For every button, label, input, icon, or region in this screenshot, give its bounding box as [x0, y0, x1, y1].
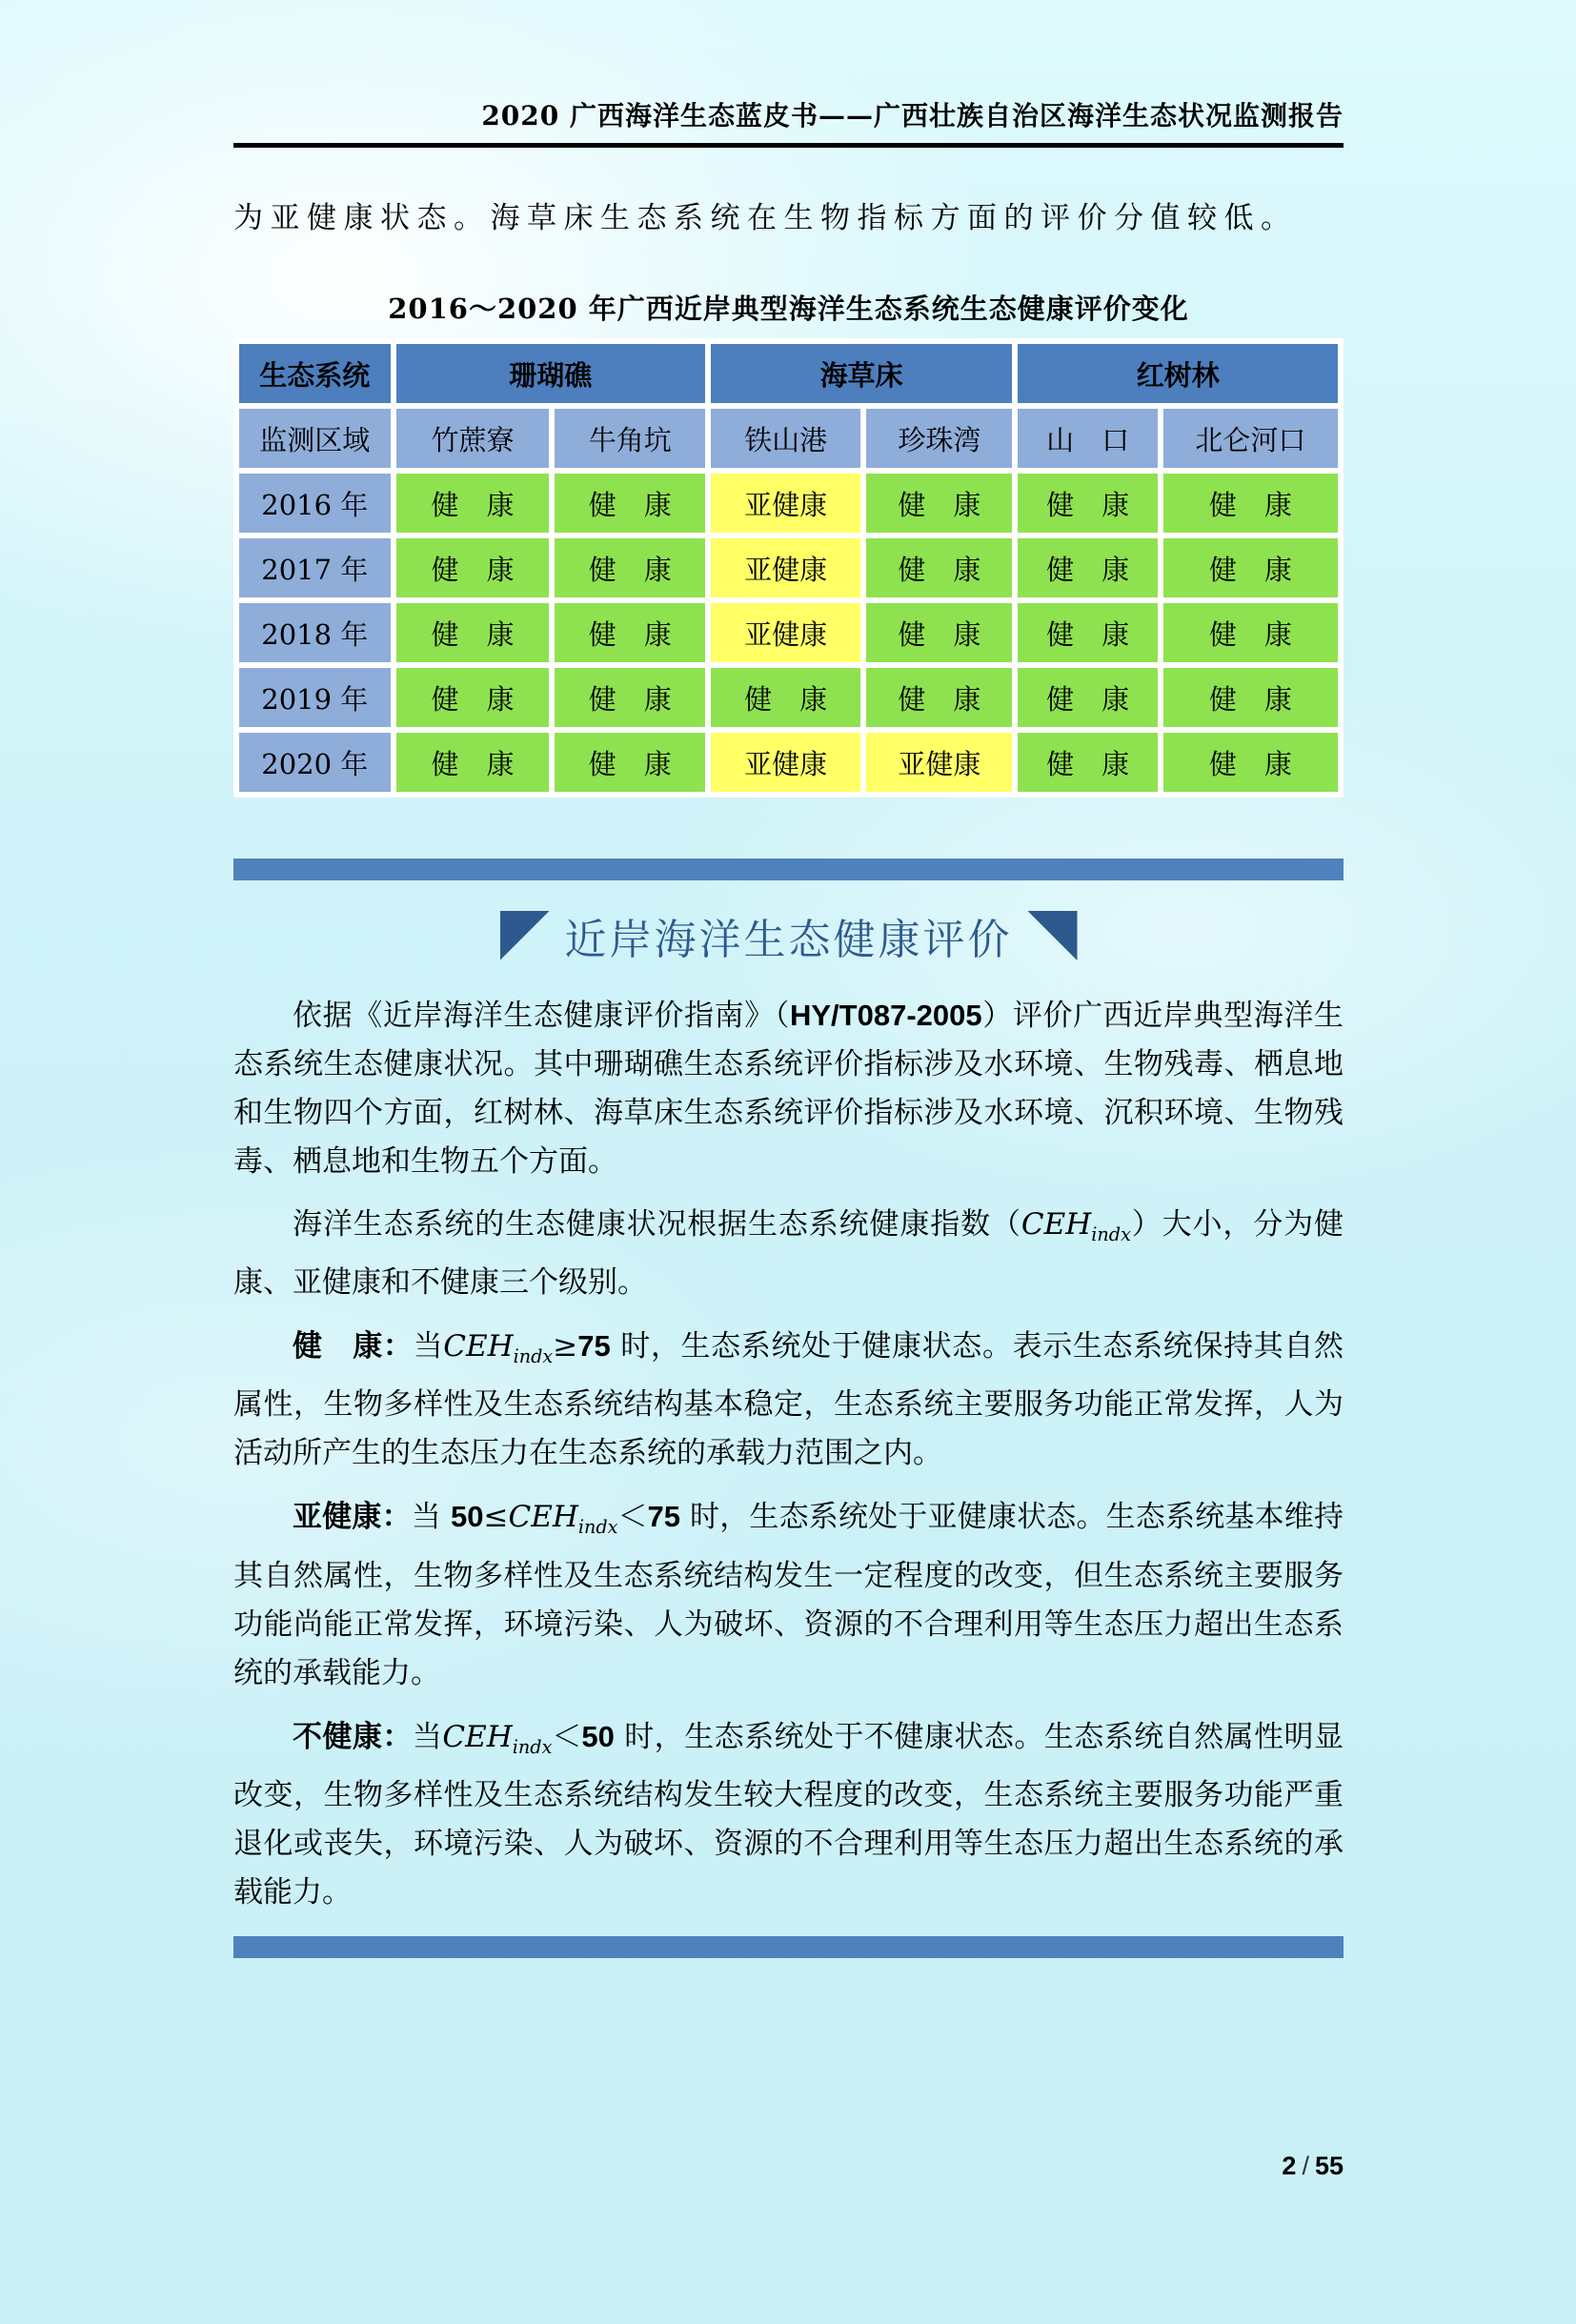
- year-cell: 2020 年: [239, 733, 391, 792]
- health-status-cell: 健 康: [396, 733, 550, 792]
- text-segment: 时，生态系统处于健康状态。表示生态系统保持其自然属性，生物多样性及生态系统结构基本稳定，生态系统主要服务功能正常发挥，人为活动所产生的生态压力在生态系统的承载力范围之内。: [233, 1329, 1344, 1471]
- health-status-cell: 健 康: [1018, 603, 1157, 662]
- page-content: [233, 95, 1344, 1958]
- table-row: [239, 733, 1338, 792]
- text-segment: HY/T087-2005: [789, 999, 982, 1032]
- health-status-cell: 健 康: [555, 474, 704, 533]
- body-paragraph: [233, 991, 1344, 1186]
- text-segment: 50: [581, 1719, 615, 1753]
- text-segment: 当: [413, 1329, 444, 1364]
- body-paragraph: [233, 1712, 1344, 1917]
- text-segment: CEH: [508, 1500, 578, 1535]
- text-segment: 75: [647, 1500, 680, 1534]
- health-table-body: [239, 474, 1338, 792]
- text-segment: ＜: [617, 1500, 648, 1535]
- text-segment: ＜: [552, 1719, 582, 1754]
- health-status-cell: 健 康: [396, 474, 550, 533]
- section-divider-bottom: [233, 1936, 1344, 1958]
- body-paragraph: [233, 1492, 1344, 1697]
- ecosystem-header-cell: 海草床: [711, 344, 1013, 403]
- text-segment: indx: [577, 1516, 618, 1539]
- health-status-cell: 健 康: [866, 603, 1012, 662]
- health-status-cell: 亚健康: [711, 538, 860, 597]
- health-status-cell: 健 康: [866, 474, 1012, 533]
- health-status-cell: 健 康: [396, 538, 550, 597]
- health-status-cell: 亚健康: [711, 474, 860, 533]
- text-segment: 时，生态系统处于不健康状态。生态系统自然属性明显改变，生物多样性及生态系统结构发生较大程度的改变，生态系统主要服务功能严重退化或丧失，环境污染、人为破坏、资源的不合理利用等生态压力超出生态系统的承载能力。: [233, 1719, 1344, 1910]
- health-table: [233, 338, 1344, 798]
- health-status-cell: 亚健康: [866, 733, 1012, 792]
- health-status-cell: 健 康: [555, 733, 704, 792]
- health-status-cell: 健 康: [1018, 474, 1157, 533]
- health-status-cell: 健 康: [396, 668, 550, 727]
- monitoring-area-cell: 竹蔗寮: [396, 409, 550, 468]
- monitoring-area-cell: 山 口: [1018, 409, 1157, 468]
- health-status-cell: 健 康: [1163, 668, 1338, 727]
- health-status-cell: 亚健康: [711, 733, 860, 792]
- year-cell: 2016 年: [239, 474, 391, 533]
- table-row: [239, 668, 1338, 727]
- table-row: [239, 344, 1338, 403]
- section-divider-top: [233, 859, 1344, 880]
- text-segment: 海洋生态系统的生态健康状况根据生态系统健康指数（: [293, 1207, 1021, 1242]
- text-segment: indx: [512, 1735, 553, 1758]
- text-segment: 50: [451, 1500, 484, 1534]
- year-cell: 2018 年: [239, 603, 391, 662]
- text-segment: 当: [411, 1500, 451, 1535]
- header-rule: [233, 143, 1344, 148]
- health-status-cell: 健 康: [1018, 668, 1157, 727]
- report-header-title: 2020 广西海洋生态蓝皮书——广西壮族自治区海洋生态状况监测报告: [481, 100, 1344, 131]
- table-row: [239, 409, 1338, 468]
- health-status-cell: 健 康: [1163, 474, 1338, 533]
- ecosystem-header-cell: 红树林: [1018, 344, 1338, 403]
- section-heading: [233, 905, 1344, 966]
- health-status-cell: 健 康: [866, 538, 1012, 597]
- text-segment: ）大小，分为健康、亚健康和不健康三个级别。: [233, 1207, 1344, 1301]
- table-title: 2016～2020 年广西近岸典型海洋生态系统生态健康评价变化: [388, 293, 1189, 325]
- health-status-cell: 健 康: [866, 668, 1012, 727]
- health-status-cell: 健 康: [1018, 538, 1157, 597]
- text-segment: 健 康：: [293, 1329, 414, 1364]
- health-status-cell: 亚健康: [711, 603, 860, 662]
- health-status-cell: 健 康: [555, 668, 704, 727]
- monitoring-area-cell: 北仑河口: [1163, 409, 1338, 468]
- text-segment: CEH: [443, 1329, 514, 1364]
- table-row: [239, 474, 1338, 533]
- table-row: [239, 603, 1338, 662]
- total-page-number: 55: [1314, 2152, 1344, 2180]
- body-paragraph: [233, 1322, 1344, 1478]
- health-status-cell: 健 康: [1163, 603, 1338, 662]
- text-segment: 依据《近岸海洋生态健康评价指南》（: [293, 999, 790, 1033]
- health-status-cell: 健 康: [1163, 733, 1338, 792]
- text-segment: 亚健康：: [293, 1500, 412, 1535]
- year-cell: 2019 年: [239, 668, 391, 727]
- monitoring-area-cell: 铁山港: [711, 409, 860, 468]
- monitoring-area-cell: 珍珠湾: [866, 409, 1012, 468]
- monitoring-area-cell: 牛角坑: [555, 409, 704, 468]
- year-cell: 2017 年: [239, 538, 391, 597]
- current-page-number: 2: [1282, 2152, 1297, 2180]
- section-title: 近岸海洋生态健康评价: [564, 916, 1013, 964]
- text-segment: 当: [412, 1719, 443, 1754]
- right-triangle-icon: [1028, 911, 1078, 960]
- left-triangle-icon: [500, 911, 550, 960]
- health-status-cell: 健 康: [555, 538, 704, 597]
- table-row: [239, 538, 1338, 597]
- text-segment: ≥: [553, 1329, 578, 1364]
- health-status-cell: 健 康: [711, 668, 860, 727]
- health-status-cell: 健 康: [555, 603, 704, 662]
- monitoring-area-cell: 监测区域: [239, 409, 391, 468]
- page-header: [233, 95, 1344, 148]
- health-status-cell: 健 康: [396, 603, 550, 662]
- text-segment: 不健康：: [293, 1719, 413, 1754]
- page-number: [1282, 2152, 1344, 2181]
- text-segment: indx: [513, 1345, 554, 1368]
- ecosystem-header-cell: 生态系统: [239, 344, 391, 403]
- text-segment: CEH: [1020, 1207, 1092, 1242]
- text-segment: ）评价广西近岸典型海洋生态系统生态健康状况。其中珊瑚礁生态系统评价指标涉及水环境、生物残毒、栖息地和生物四个方面，红树林、海草床生态系统评价指标涉及水环境、沉积环境、生物残毒、栖息地和生物五个方面。: [233, 999, 1344, 1179]
- health-table-head: [239, 344, 1338, 468]
- page-number-separator: /: [1302, 2152, 1309, 2180]
- text-segment: 时，生态系统处于亚健康状态。生态系统基本维持其自然属性，生物多样性及生态系统结构发生一定程度的改变，但生态系统主要服务功能尚能正常发挥，环境污染、人为破坏、资源的不合理利用等生态压力超出生态系统的承载能力。: [233, 1500, 1344, 1690]
- text-segment: indx: [1091, 1223, 1131, 1246]
- text-segment: CEH: [442, 1719, 513, 1754]
- ecosystem-header-cell: 珊瑚礁: [396, 344, 705, 403]
- health-status-cell: 健 康: [1163, 538, 1338, 597]
- intro-paragraph: 为亚健康状态。海草床生态系统在生物指标方面的评价分值较低。: [233, 201, 1298, 235]
- body-paragraph: [233, 1201, 1344, 1307]
- health-status-cell: 健 康: [1018, 733, 1157, 792]
- text-segment: 75: [577, 1329, 611, 1364]
- text-segment: ≤: [483, 1500, 509, 1535]
